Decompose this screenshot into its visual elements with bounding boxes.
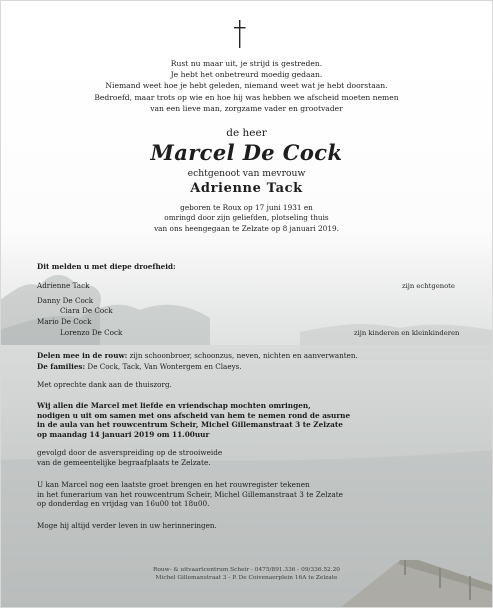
announce-heading: Dit melden u met diepe droefheid:: [37, 262, 176, 271]
closing-line: Moge hij altijd verder leven in uw herinneringen.: [37, 521, 217, 530]
service-line: Wij allen die Marcel met liefde en vriendschap mochten omringen,: [37, 401, 311, 410]
families-label: De families:: [37, 362, 86, 371]
mourning-label: Delen mee in de rouw:: [37, 351, 128, 360]
service-line: in de aula van het rouwcentrum Scheir, Michel Gillemanstraat 3 te Zelzate: [37, 420, 343, 430]
thanks-line: Met oprechte dank aan de thuiszorg.: [37, 380, 172, 389]
funeral-home-footer: [0, 566, 493, 582]
intro-line: van een lieve man, zorgzame vader en grootvader: [150, 103, 343, 113]
family-member-mario: Mario De Cock: [37, 317, 92, 326]
family-member-adrienne: Adrienne Tack: [37, 281, 90, 290]
spouse-name: Adrienne Tack: [190, 181, 303, 196]
footer-line: Rouw- & uitvaartcentrum Scheir - 0475/891.336 - 09/336.52.20: [153, 567, 340, 573]
intro-line: Bedroefd, maar trots op wie en hoe hij was hebben we afscheid moeten nemen: [94, 92, 399, 102]
families-text: De Cock, Tack, Van Wontergem en Claeys.: [85, 362, 242, 371]
cross-icon: [232, 20, 248, 48]
family-member-ciara: Ciara De Cock: [60, 306, 113, 315]
mourning-line: [37, 351, 358, 360]
scatter-details: [37, 448, 222, 467]
intro-line: Niemand weet hoe je hebt geleden, niemand weet wat je hebt doorstaan.: [105, 81, 388, 91]
footer-line: Michel Gillemanstraat 3 - P. De Coivenaerplein 16A te Zelzate: [155, 575, 338, 581]
title-prefix: de heer: [226, 127, 267, 139]
visit-line: U kan Marcel nog een laatste groet brengen en het rouwregister tekenen: [37, 480, 310, 489]
family-member-lorenzo: Lorenzo De Cock: [60, 328, 123, 337]
intro-poem: [0, 58, 493, 114]
role-spouse: zijn echtgenote: [402, 282, 455, 290]
role-children: zijn kinderen en kleinkinderen: [354, 329, 460, 337]
birth-death-details: [0, 203, 493, 234]
service-line: op maandag 14 januari 2019 om 11.00uur: [37, 429, 210, 439]
intro-line: Rust nu maar uit, je strijd is gestreden.: [170, 59, 323, 68]
intro-line: Je hebt het onbetreurd moedig gedaan.: [170, 70, 323, 80]
scatter-line: van de gemeentelijke begraafplaats te Zelzate.: [37, 457, 211, 467]
mourning-text: zijn schoonbroer, schoonzus, neven, nichten en aanverwanten.: [127, 351, 358, 360]
service-line: nodigen u uit om samen met ons afscheid van hem te nemen rond de asurne: [37, 410, 351, 420]
service-invitation: [37, 401, 350, 439]
details-line: van ons heengegaan te Zelzate op 8 januari 2019.: [154, 223, 339, 233]
visitation-details: [37, 480, 343, 509]
visit-line: op donderdag en vrijdag van 16u00 tot 18u00.: [37, 499, 210, 509]
details-line: geboren te Roux op 17 juni 1931 en: [180, 203, 313, 212]
details-line: omringd door zijn geliefden, plotseling thuis: [164, 213, 329, 223]
deceased-name: Marcel De Cock: [150, 140, 343, 165]
visit-line: in het funerarium van het rouwcentrum Scheir, Michel Gillemanstraat 3 te Zelzate: [37, 489, 343, 499]
scatter-line: gevolgd door de asverspreiding op de strooiweide: [37, 448, 223, 457]
family-member-danny: Danny De Cock: [37, 296, 94, 305]
families-line: [37, 362, 242, 371]
spouse-intro: echtgenoot van mevrouw: [187, 168, 306, 179]
